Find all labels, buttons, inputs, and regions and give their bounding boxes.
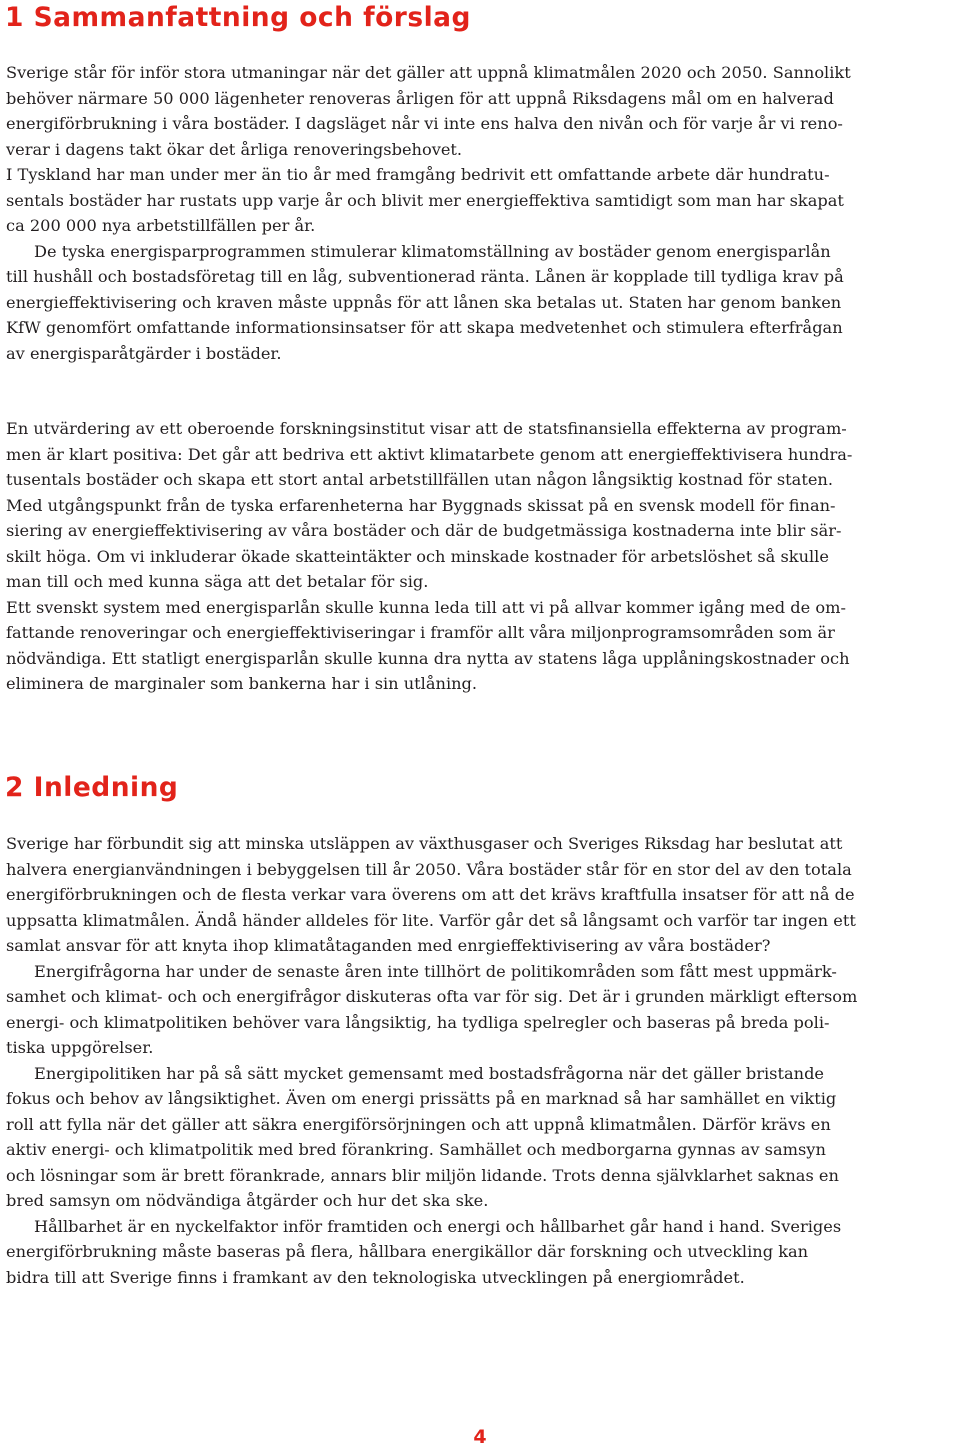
section-1-heading: 1 Sammanfattning och förslag <box>5 2 471 33</box>
text-line: En utvärdering av ett oberoende forskningsinstitut visar att de statsfinansiella effekterna av program- <box>6 419 847 438</box>
section-1-body-b <box>6 416 956 697</box>
text-line: skilt höga. Om vi inkluderar ökade skatteintäkter och minskade kostnader för arbetslöshet så skulle <box>6 546 829 566</box>
text-line: uppsatta klimatmålen. Ändå händer alldeles för lite. Varför går det så långsamt och varför tar ingen ett <box>6 910 856 930</box>
text-line: Energipolitiken har på så sätt mycket gemensamt med bostadsfrågorna när det gäller bristande <box>34 1063 825 1083</box>
text-line: eliminera de marginaler som bankerna har i sin utlåning. <box>6 674 478 693</box>
text-line: sentals bostäder har rustats upp varje år och blivit mer energieffektiva samtidigt som man har skapat <box>6 190 844 210</box>
text-line: energiförbrukning i våra bostäder. I dagsläget når vi inte ens halva den nivån och för varje år vi reno- <box>6 114 843 133</box>
text-line: aktiv energi- och klimatpolitik med bred förankring. Samhället och medborgarna gynnas av samsyn <box>6 1140 826 1159</box>
text-line: De tyska energisparprogrammen stimulerar klimatomställning av bostäder genom energisparlån <box>34 241 831 261</box>
text-line: fattande renoveringar och energieffektiviseringar i framför allt våra miljonprogramsområden som är <box>6 623 835 642</box>
text-line: halvera energianvändningen i bebyggelsen till år 2050. Våra bostäder står för en stor del av den totala <box>6 859 852 879</box>
text-line: Sverige har förbundit sig att minska utsläppen av växthusgaser och Sveriges Riksdag har beslutat att <box>6 834 843 853</box>
text-line: bidra till att Sverige finns i framkant av den teknologiska utvecklingen på energiområdet. <box>6 1267 745 1287</box>
text-line: KfW genomfört omfattande informationsinsatser för att skapa medvetenhet och stimulera efterfrågan <box>6 318 843 337</box>
text-line: och lösningar som är brett förankrade, annars blir miljön lidande. Trots denna självklarhet saknas en <box>6 1165 839 1185</box>
text-line: av energisparåtgärder i bostäder. <box>6 343 282 363</box>
text-line: fokus och behov av långsiktighet. Även om energi prissätts på en marknad så har samhället en viktig <box>6 1089 837 1108</box>
text-line: samhet och klimat- och och energifrågor diskuteras ofta var för sig. Det är i grunden märkligt eftersom <box>6 987 858 1006</box>
text-line: energi- och klimatpolitiken behöver vara långsiktig, ha tydliga spelregler och baseras på breda poli- <box>6 1012 830 1032</box>
section-2-heading: 2 Inledning <box>5 772 179 803</box>
text-line: tusentals bostäder och skapa ett stort antal arbetstillfällen utan någon långsiktig kostnad för staten. <box>6 470 833 489</box>
text-line: energiförbrukning måste baseras på flera, hållbara energikällor där forskning och utveckling kan <box>6 1242 809 1261</box>
text-line: siering av energieffektivisering av våra bostäder och där de budgetmässiga kostnaderna inte blir sär- <box>6 521 842 540</box>
text-line: nödvändiga. Ett statligt energisparlån skulle kunna dra nytta av statens låga upplåningskostnader och <box>6 648 850 668</box>
text-line: ca 200 000 nya arbetstillfällen per år. <box>6 216 316 235</box>
text-line: behöver närmare 50 000 lägenheter renoveras årligen för att uppnå Riksdagens mål om en halverad <box>6 88 834 108</box>
text-line: men är klart positiva: Det går att bedriva ett aktivt klimatarbete genom att energieffektivisera hundra- <box>6 444 853 464</box>
page-number: 4 <box>473 1426 487 1448</box>
text-line: roll att fylla när det gäller att säkra energiförsörjningen och att uppnå klimatmålen. Därför krävs en <box>6 1114 831 1134</box>
text-line: Hållbarhet är en nyckelfaktor inför framtiden och energi och hållbarhet går hand i hand. Sveriges <box>34 1216 842 1236</box>
text-line: Med utgångspunkt från de tyska erfarenheterna har Byggnads skissat på en svensk modell för finan- <box>6 495 836 515</box>
text-line: verar i dagens takt ökar det årliga renoveringsbehovet. <box>6 139 463 159</box>
text-line: energiförbrukningen och de flesta verkar vara överens om att det krävs kraftfulla insatser för att nå de <box>6 885 855 904</box>
text-line: energieffektivisering och kraven måste uppnås för att lånen ska betalas ut. Staten har genom banken <box>6 292 842 312</box>
section-2-body <box>6 831 956 1290</box>
text-line: tiska uppgörelser. <box>6 1038 154 1057</box>
text-line: Sverige står för inför stora utmaningar när det gäller att uppnå klimatmålen 2020 och 2050. Sannolikt <box>6 63 851 82</box>
text-line: Ett svenskt system med energisparlån skulle kunna leda till att vi på allvar kommer igång med de om- <box>6 597 846 617</box>
section-1-body-a <box>6 60 956 366</box>
text-line: samlat ansvar för att knyta ihop klimatåtaganden med enrgieffektivisering av våra bostäder? <box>6 936 771 955</box>
text-line: till hushåll och bostadsföretag till en låg, subventionerad ränta. Lånen är kopplade till tydliga krav på <box>6 267 844 286</box>
text-line: Energifrågorna har under de senaste åren inte tillhört de politikområden som fått mest uppmärk- <box>34 961 837 981</box>
text-line: I Tyskland har man under mer än tio år med framgång bedrivit ett omfattande arbete där hundratu- <box>6 165 830 184</box>
text-line: man till och med kunna säga att det betalar för sig. <box>6 572 429 591</box>
text-line: bred samsyn om nödvändiga åtgärder och hur det ska ske. <box>6 1191 489 1210</box>
